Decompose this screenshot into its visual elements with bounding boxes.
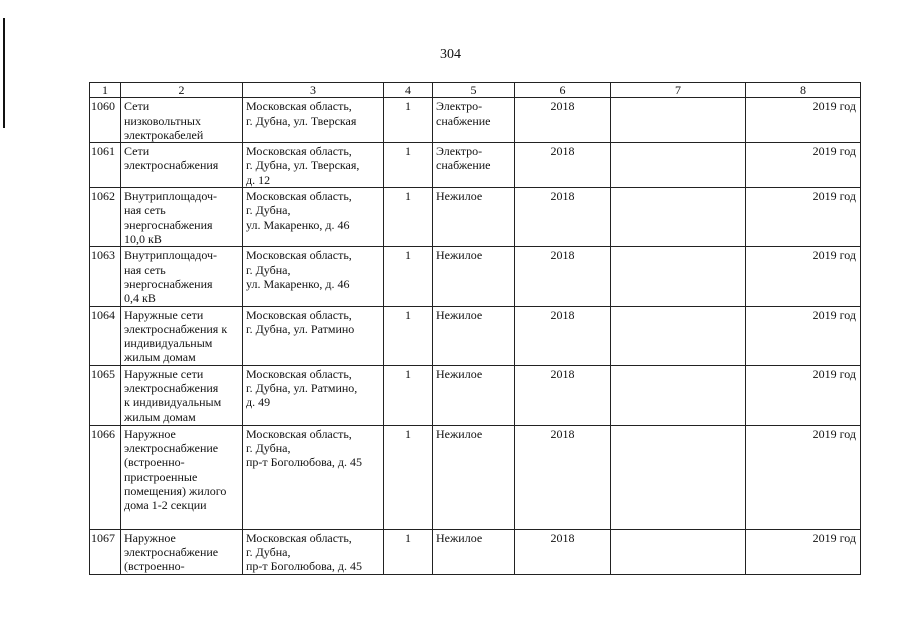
cell-address-line: Московская область, bbox=[246, 99, 352, 114]
cell-purpose bbox=[433, 98, 515, 143]
cell-year: 2018 bbox=[515, 247, 611, 306]
cell-col7 bbox=[611, 365, 746, 425]
cell-col7 bbox=[611, 188, 746, 247]
cell-name-line: ная сеть bbox=[124, 203, 166, 218]
cell-name bbox=[121, 188, 243, 247]
header-col-3: 3 bbox=[243, 83, 384, 98]
page-number: 304 bbox=[440, 47, 461, 62]
table-row bbox=[90, 188, 861, 247]
cell-address-line: Московская область, bbox=[246, 426, 352, 441]
cell-name-line: (встроенно- bbox=[124, 559, 185, 574]
cell-purpose-line: Нежилое bbox=[436, 248, 483, 263]
cell-term: 2019 год bbox=[746, 529, 861, 574]
cell-address bbox=[243, 188, 384, 247]
cell-address-line: д. 12 bbox=[246, 172, 271, 187]
cell-address bbox=[243, 365, 384, 425]
cell-address-line: Московская область, bbox=[246, 366, 352, 381]
cell-name-line: Наружные сети bbox=[124, 307, 204, 322]
cell-name-line: Внутриплощадоч- bbox=[124, 189, 218, 204]
cell-address-line: д. 49 bbox=[246, 395, 271, 410]
table-row bbox=[90, 98, 861, 143]
cell-quantity: 1 bbox=[384, 529, 433, 574]
cell-purpose bbox=[433, 365, 515, 425]
cell-address bbox=[243, 529, 384, 574]
cell-term: 2019 год bbox=[746, 425, 861, 529]
cell-address-line: пр-т Боголюбова, д. 45 bbox=[246, 455, 363, 470]
cell-number: 1063 bbox=[90, 247, 121, 306]
header-col-8: 8 bbox=[746, 83, 861, 98]
table-row bbox=[90, 529, 861, 574]
table-row bbox=[90, 306, 861, 365]
cell-name-line: электроснабжения к bbox=[124, 321, 228, 336]
cell-term: 2019 год bbox=[746, 306, 861, 365]
cell-name-line: электроснабжение bbox=[124, 545, 219, 560]
cell-year: 2018 bbox=[515, 143, 611, 188]
property-table bbox=[89, 82, 861, 575]
cell-col7 bbox=[611, 425, 746, 529]
cell-name-line: жилым домам bbox=[124, 350, 196, 365]
cell-address-line: г. Дубна, bbox=[246, 262, 291, 277]
cell-name-line: Наружное bbox=[124, 426, 176, 441]
cell-quantity: 1 bbox=[384, 425, 433, 529]
cell-year: 2018 bbox=[515, 188, 611, 247]
cell-purpose bbox=[433, 188, 515, 247]
cell-address bbox=[243, 143, 384, 188]
cell-name-line: энергоснабжения bbox=[124, 217, 213, 232]
cell-name bbox=[121, 306, 243, 365]
cell-address-line: г. Дубна, bbox=[246, 203, 291, 218]
cell-name-line: 10,0 кВ bbox=[124, 232, 162, 247]
cell-term: 2019 год bbox=[746, 247, 861, 306]
cell-address bbox=[243, 98, 384, 143]
table-row bbox=[90, 425, 861, 529]
cell-quantity: 1 bbox=[384, 365, 433, 425]
cell-name-line: Сети bbox=[124, 99, 150, 114]
cell-purpose-line: снабжение bbox=[436, 158, 491, 173]
cell-name-line: электроснабжение bbox=[124, 441, 219, 456]
cell-name bbox=[121, 143, 243, 188]
cell-name-line: индивидуальным bbox=[124, 336, 213, 351]
cell-quantity: 1 bbox=[384, 98, 433, 143]
cell-address-line: г. Дубна, bbox=[246, 545, 291, 560]
cell-name-line: электроснабжения bbox=[124, 158, 219, 173]
cell-term: 2019 год bbox=[746, 98, 861, 143]
cell-address-line: Московская область, bbox=[246, 307, 352, 322]
cell-purpose-line: Нежилое bbox=[436, 366, 483, 381]
cell-purpose-line: Нежилое bbox=[436, 426, 483, 441]
cell-purpose bbox=[433, 529, 515, 574]
cell-quantity: 1 bbox=[384, 306, 433, 365]
cell-purpose-line: Нежилое bbox=[436, 530, 483, 545]
cell-name-line: помещения) жилого bbox=[124, 483, 227, 498]
cell-purpose bbox=[433, 425, 515, 529]
cell-address-line: г. Дубна, ул. Тверская bbox=[246, 113, 357, 128]
header-col-1: 1 bbox=[90, 83, 121, 98]
cell-col7 bbox=[611, 529, 746, 574]
cell-number: 1065 bbox=[90, 365, 121, 425]
cell-year: 2018 bbox=[515, 529, 611, 574]
cell-name-line: (встроенно- bbox=[124, 455, 185, 470]
cell-address-line: г. Дубна, ул. Ратмино bbox=[246, 321, 355, 336]
header-col-4: 4 bbox=[384, 83, 433, 98]
cell-name bbox=[121, 425, 243, 529]
cell-purpose bbox=[433, 306, 515, 365]
cell-address-line: Московская область, bbox=[246, 248, 352, 263]
cell-year: 2018 bbox=[515, 365, 611, 425]
cell-term: 2019 год bbox=[746, 143, 861, 188]
table-header-row bbox=[90, 83, 861, 98]
cell-address-line: г. Дубна, bbox=[246, 441, 291, 456]
cell-year: 2018 bbox=[515, 306, 611, 365]
table-row bbox=[90, 143, 861, 188]
cell-address-line: г. Дубна, ул. Ратмино, bbox=[246, 381, 358, 396]
cell-purpose bbox=[433, 247, 515, 306]
cell-year: 2018 bbox=[515, 425, 611, 529]
cell-purpose-line: Электро- bbox=[436, 144, 483, 159]
cell-purpose-line: Нежилое bbox=[436, 307, 483, 322]
cell-number: 1062 bbox=[90, 188, 121, 247]
cell-purpose-line: Электро- bbox=[436, 99, 483, 114]
cell-address-line: пр-т Боголюбова, д. 45 bbox=[246, 559, 363, 574]
cell-quantity: 1 bbox=[384, 247, 433, 306]
table-row bbox=[90, 247, 861, 306]
cell-col7 bbox=[611, 143, 746, 188]
header-col-5: 5 bbox=[433, 83, 515, 98]
header-col-7: 7 bbox=[611, 83, 746, 98]
cell-name-line: 0,4 кВ bbox=[124, 291, 156, 306]
cell-purpose bbox=[433, 143, 515, 188]
cell-term: 2019 год bbox=[746, 188, 861, 247]
cell-address-line: г. Дубна, ул. Тверская, bbox=[246, 158, 360, 173]
cell-name-line: дома 1-2 секции bbox=[124, 498, 207, 513]
cell-name-line: электрокабелей bbox=[124, 127, 204, 142]
table-row bbox=[90, 365, 861, 425]
cell-address-line: ул. Макаренко, д. 46 bbox=[246, 276, 350, 291]
cell-quantity: 1 bbox=[384, 188, 433, 247]
cell-number: 1067 bbox=[90, 529, 121, 574]
cell-name bbox=[121, 529, 243, 574]
cell-col7 bbox=[611, 306, 746, 365]
cell-name bbox=[121, 365, 243, 425]
cell-name-line: ная сеть bbox=[124, 262, 166, 277]
left-margin-line bbox=[3, 18, 5, 128]
cell-name-line: электроснабжения bbox=[124, 381, 219, 396]
cell-name-line: низковольтных bbox=[124, 113, 201, 128]
cell-name-line: жилым домам bbox=[124, 409, 196, 424]
header-col-6: 6 bbox=[515, 83, 611, 98]
cell-name-line: Внутриплощадоч- bbox=[124, 248, 218, 263]
cell-name-line: Сети bbox=[124, 144, 150, 159]
cell-address-line: Московская область, bbox=[246, 189, 352, 204]
cell-name-line: к индивидуальным bbox=[124, 395, 222, 410]
cell-address-line: ул. Макаренко, д. 46 bbox=[246, 217, 350, 232]
cell-address bbox=[243, 425, 384, 529]
cell-number: 1061 bbox=[90, 143, 121, 188]
cell-purpose-line: снабжение bbox=[436, 113, 491, 128]
cell-address bbox=[243, 306, 384, 365]
cell-address-line: Московская область, bbox=[246, 530, 352, 545]
cell-name-line: энергоснабжения bbox=[124, 276, 213, 291]
cell-address bbox=[243, 247, 384, 306]
cell-term: 2019 год bbox=[746, 365, 861, 425]
cell-col7 bbox=[611, 98, 746, 143]
cell-name-line: Наружные сети bbox=[124, 366, 204, 381]
header-col-2: 2 bbox=[121, 83, 243, 98]
cell-name-line: Наружное bbox=[124, 530, 176, 545]
cell-name bbox=[121, 98, 243, 143]
cell-number: 1060 bbox=[90, 98, 121, 143]
cell-year: 2018 bbox=[515, 98, 611, 143]
cell-col7 bbox=[611, 247, 746, 306]
cell-number: 1064 bbox=[90, 306, 121, 365]
cell-quantity: 1 bbox=[384, 143, 433, 188]
cell-address-line: Московская область, bbox=[246, 144, 352, 159]
cell-name bbox=[121, 247, 243, 306]
cell-number: 1066 bbox=[90, 425, 121, 529]
cell-name-line: пристроенные bbox=[124, 469, 198, 484]
cell-purpose-line: Нежилое bbox=[436, 189, 483, 204]
